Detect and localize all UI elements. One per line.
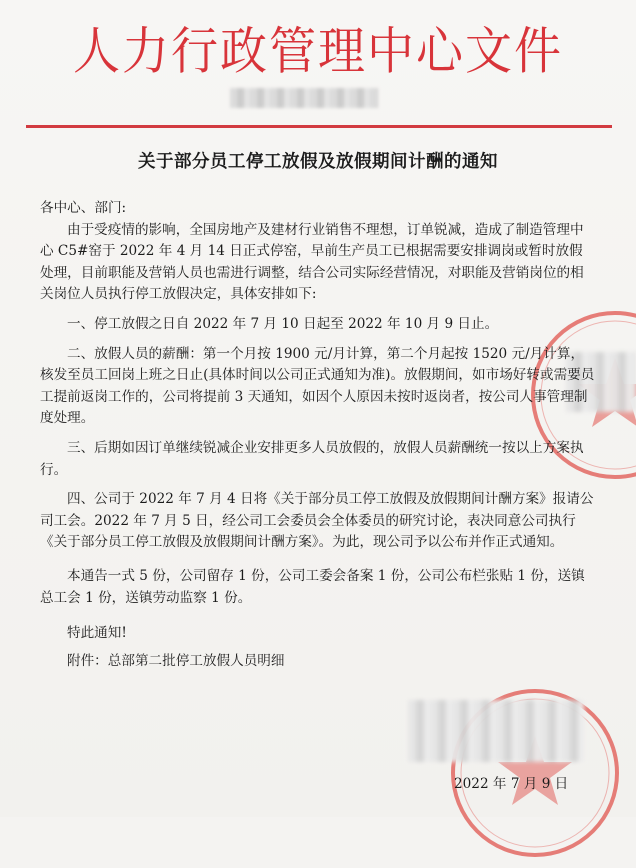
- addressee: 各中心、部门:: [40, 200, 127, 216]
- document-header-title: 人力行政管理中心文件: [73, 22, 563, 82]
- notice-title: 关于部分员工停工放假及放假期间计酬的通知: [138, 152, 498, 172]
- paragraph-item-4: 四、公司于 2022 年 7 月 4 日将《关于部分员工停工放假及放假期间计酬方案》报请公司工会。2022 年 7 月 5 日，经公司工会委员会全体委员的研究讨论，表决同意公司执行《关于部分员工停工放假及放假期间计酬方案》。为此，现公司予以公布并作正式通知。: [40, 491, 594, 551]
- closing-line: 特此通知!: [67, 625, 127, 642]
- attachment-line: 附件：总部第二批停工放假人员明细: [67, 652, 285, 669]
- document-date: 2022 年 7 月 9 日: [454, 776, 569, 792]
- paragraph-item-2: 二、放假人员的薪酬：第一个月按 1900 元/月计算，第二个月起按 1520 元/月计算，核发至员工回岗上班之日止(具体时间以公司正式通知为准)。放假期间，如市场好转或需要员工提前返岗工作的，公司将提前 3 天通知，如因个人原因未按时返岗者，按公司人事管理制度处理。: [40, 345, 595, 427]
- header-red-rule: [26, 125, 612, 128]
- paragraph-item-3: 三、后期如因订单继续锐减企业安排更多人员放假的，放假人员薪酬统一按以上方案执行。: [40, 439, 584, 478]
- redacted-document-number: [230, 88, 378, 108]
- paragraph-intro: 由于受疫情的影响，全国房地产及建材行业销售不理想，订单锐减，造成了制造管理中心 C5#窑于 2022 年 4 月 14 日正式停窑，早前生产员工已根据需要安排调岗或暂时放假处理，目前职能及营销人员也需进行调整，结合公司实际经营情况，对职能及营销岗位的相关岗位人员执行停工放假决定，具体安排如下:: [40, 221, 584, 303]
- notice-body: [40, 198, 596, 672]
- paragraph-distribution: 本通告一式 5 份，公司留存 1 份，公司工委会备案 1 份，公司公布栏张贴 1 份，送镇总工会 1 份，送镇劳动监察 1 份。: [40, 567, 585, 606]
- paragraph-item-1: 一、停工放假之日自 2022 年 7 月 10 日起至 2022 年 10 月 9 日止。: [67, 315, 499, 332]
- redacted-area-bottom: [408, 700, 584, 762]
